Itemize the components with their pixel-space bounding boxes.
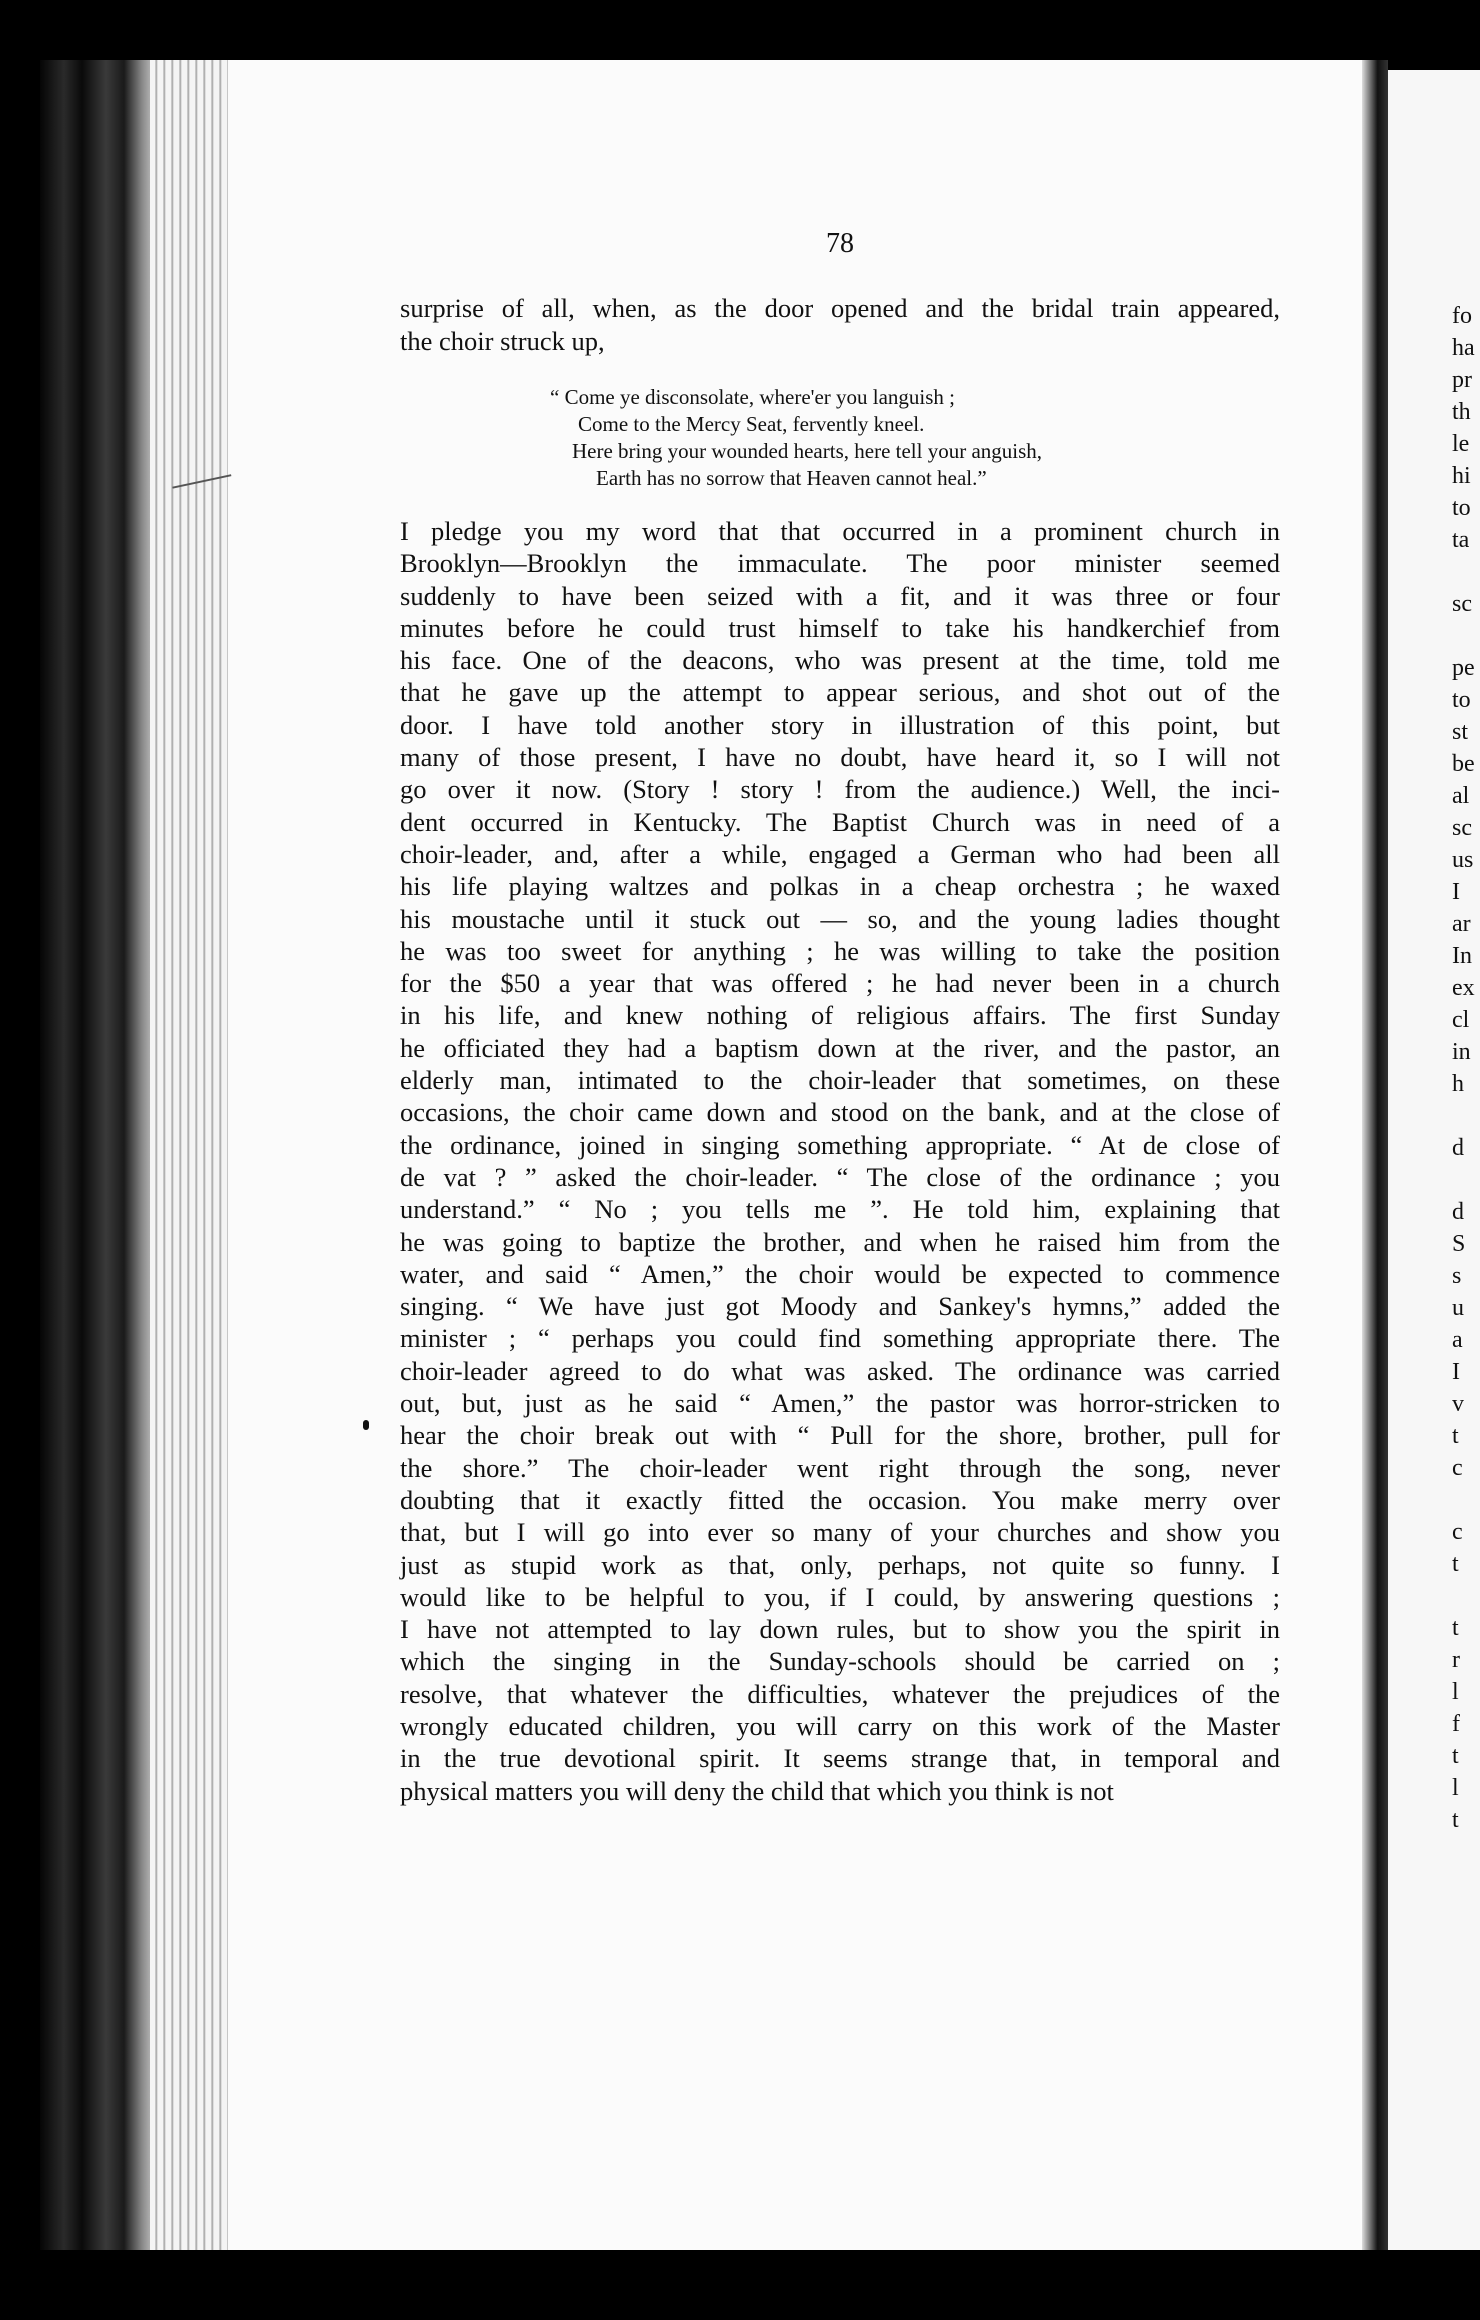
facing-page-fragment: ar xyxy=(1452,911,1471,937)
text-line: door. I have told another story in illustration of this point, but xyxy=(400,709,1280,740)
facing-page-fragment xyxy=(1452,556,1480,588)
poem-line: Here bring your wounded hearts, here tell your anguish, xyxy=(572,439,1043,463)
facing-page-fragment: c xyxy=(1452,1519,1463,1545)
text-line: suddenly to have been seized with a fit, and it was three or four xyxy=(400,580,1280,611)
text-line: Brooklyn—Brooklyn the immaculate. The poor minister seemed xyxy=(400,548,1280,579)
text-line: the shore.” The choir-leader went right through the song, never xyxy=(400,1452,1280,1483)
facing-page-fragment: v xyxy=(1452,1391,1464,1417)
text-line: understand.” “ No ; you tells me ”. He told him, explaining that xyxy=(400,1194,1280,1225)
facing-page-fragment: h xyxy=(1452,1071,1464,1097)
facing-page-fragment: to xyxy=(1452,687,1471,713)
facing-page-fragment: ta xyxy=(1452,527,1470,553)
facing-page-fragment xyxy=(1452,1164,1480,1196)
facing-page-fragment: t xyxy=(1452,1615,1459,1641)
facing-page-fragment: t xyxy=(1452,1551,1459,1577)
facing-page-fragment: I xyxy=(1452,1359,1460,1385)
facing-page-fragment: pe xyxy=(1452,655,1475,681)
facing-page-fragment: s xyxy=(1452,1263,1462,1289)
text-line: physical matters you will deny the child that which you think is not xyxy=(400,1775,1114,1806)
poem-line: Earth has no sorrow that Heaven cannot heal.” xyxy=(596,466,987,490)
text-line: doubting that it exactly fitted the occasion. You make merry over xyxy=(400,1484,1280,1515)
facing-page-fragment: t xyxy=(1452,1423,1459,1449)
facing-page-fragment: d xyxy=(1452,1135,1464,1161)
facing-page-fragment: ex xyxy=(1452,975,1475,1001)
text-line: which the singing in the Sunday-schools should be carried on ; xyxy=(400,1646,1280,1677)
poem-line: “ Come ye disconsolate, where'er you languish ; xyxy=(550,385,956,409)
opening-lines xyxy=(400,292,1280,358)
book-binding xyxy=(40,60,160,2250)
facing-page-fragment: ha xyxy=(1452,335,1475,361)
text-line: his life playing waltzes and polkas in a cheap orchestra ; he waxed xyxy=(400,871,1280,902)
facing-page-fragment: sc xyxy=(1452,815,1472,841)
text-line: would like to be helpful to you, if I could, by answering questions ; xyxy=(400,1581,1280,1612)
text-line: resolve, that whatever the difficulties, whatever the prejudices of the xyxy=(400,1678,1280,1709)
text-line: water, and said “ Amen,” the choir would be expected to commence xyxy=(400,1258,1280,1289)
text-line: that, but I will go into ever so many of your churches and show you xyxy=(400,1517,1280,1548)
page-edges xyxy=(150,60,230,2250)
facing-page-fragment: hi xyxy=(1452,463,1471,489)
text-line: that he gave up the attempt to appear serious, and shot out of the xyxy=(400,677,1280,708)
facing-page-fragment: in xyxy=(1452,1039,1471,1065)
right-gutter xyxy=(1362,60,1388,2250)
hymn-quote xyxy=(550,384,1250,492)
facing-page-fragment: pr xyxy=(1452,367,1472,393)
text-line: minister ; “ perhaps you could find something appropriate there. The xyxy=(400,1323,1280,1354)
text-line: in the true devotional spirit. It seems strange that, in temporal and xyxy=(400,1743,1280,1774)
facing-page-fragment: a xyxy=(1452,1327,1463,1353)
facing-page-fragment: I xyxy=(1452,879,1460,905)
facing-page-fragment: t xyxy=(1452,1807,1459,1833)
facing-page-fragment: to xyxy=(1452,495,1471,521)
text-line: hear the choir break out with “ Pull for the shore, brother, pull for xyxy=(400,1420,1280,1451)
main-paragraph xyxy=(400,515,1280,1807)
text-line: de vat ? ” asked the choir-leader. “ The close of the ordinance ; you xyxy=(400,1161,1280,1192)
facing-page-fragment: sc xyxy=(1452,591,1472,617)
facing-page-fragment: t xyxy=(1452,1743,1459,1769)
facing-page-fragment xyxy=(1452,1484,1480,1516)
text-line: surprise of all, when, as the door opened and the bridal train appeared, xyxy=(400,293,1280,323)
text-line: elderly man, intimated to the choir-leader that sometimes, on these xyxy=(400,1065,1280,1096)
text-line: his moustache until it stuck out — so, and the young ladies thought xyxy=(400,903,1280,934)
text-line: the choir struck up, xyxy=(400,326,605,356)
facing-page-fragment: r xyxy=(1452,1647,1460,1673)
facing-page-fragment: be xyxy=(1452,751,1475,777)
facing-page-fragment: cl xyxy=(1452,1007,1470,1033)
facing-page-fragment: l xyxy=(1452,1679,1459,1705)
ink-speck xyxy=(363,1420,369,1430)
facing-page-fragment: al xyxy=(1452,783,1470,809)
text-line: for the $50 a year that was offered ; he had never been in a church xyxy=(400,968,1280,999)
facing-page-fragment xyxy=(1452,1100,1480,1132)
text-line: many of those present, I have no doubt, have heard it, so I will not xyxy=(400,742,1280,773)
text-line: in his life, and knew nothing of religious affairs. The first Sunday xyxy=(400,1000,1280,1031)
facing-page-fragment: l xyxy=(1452,1775,1459,1801)
text-line: he officiated they had a baptism down at the river, and the pastor, an xyxy=(400,1032,1280,1063)
facing-page-text xyxy=(1452,300,1480,1836)
text-line: just as stupid work as that, only, perhaps, not quite so funny. I xyxy=(400,1549,1280,1580)
facing-page-fragment xyxy=(1452,620,1480,652)
facing-page-fragment: le xyxy=(1452,431,1470,457)
poem-line: Come to the Mercy Seat, fervently kneel. xyxy=(578,412,925,436)
facing-page-fragment: th xyxy=(1452,399,1471,425)
text-line: choir-leader, and, after a while, engaged a German who had been all xyxy=(400,838,1280,869)
facing-page-fragment xyxy=(1452,1580,1480,1612)
facing-page-fragment: u xyxy=(1452,1295,1464,1321)
facing-page-fragment: f xyxy=(1452,1711,1460,1737)
text-line: out, but, just as he said “ Amen,” the pastor was horror-stricken to xyxy=(400,1388,1280,1419)
facing-page-fragment: c xyxy=(1452,1455,1463,1481)
facing-page-fragment: fo xyxy=(1452,303,1472,329)
facing-page-fragment: d xyxy=(1452,1199,1464,1225)
text-line: I have not attempted to lay down rules, but to show you the spirit in xyxy=(400,1614,1280,1645)
text-line: he was too sweet for anything ; he was willing to take the position xyxy=(400,935,1280,966)
text-line: wrongly educated children, you will carry on this work of the Master xyxy=(400,1710,1280,1741)
text-line: minutes before he could trust himself to take his handkerchief from xyxy=(400,612,1280,643)
text-line: go over it now. (Story ! story ! from the audience.) Well, the inci- xyxy=(400,774,1280,805)
facing-page-fragment: In xyxy=(1452,943,1472,969)
text-line: dent occurred in Kentucky. The Baptist Church was in need of a xyxy=(400,806,1280,837)
text-line: the ordinance, joined in singing something appropriate. “ At de close of xyxy=(400,1129,1280,1160)
text-line: I pledge you my word that that occurred in a prominent church in xyxy=(400,516,1280,546)
page-number: 78 xyxy=(826,228,854,259)
facing-page-fragment: S xyxy=(1452,1231,1466,1257)
text-line: his face. One of the deacons, who was present at the time, told me xyxy=(400,645,1280,676)
text-line: occasions, the choir came down and stood on the bank, and at the close of xyxy=(400,1097,1280,1128)
text-line: singing. “ We have just got Moody and Sankey's hymns,” added the xyxy=(400,1291,1280,1322)
text-line: he was going to baptize the brother, and when he raised him from the xyxy=(400,1226,1280,1257)
text-line: choir-leader agreed to do what was asked. The ordinance was carried xyxy=(400,1355,1280,1386)
facing-page-fragment: st xyxy=(1452,719,1469,745)
facing-page-fragment: us xyxy=(1452,847,1474,873)
